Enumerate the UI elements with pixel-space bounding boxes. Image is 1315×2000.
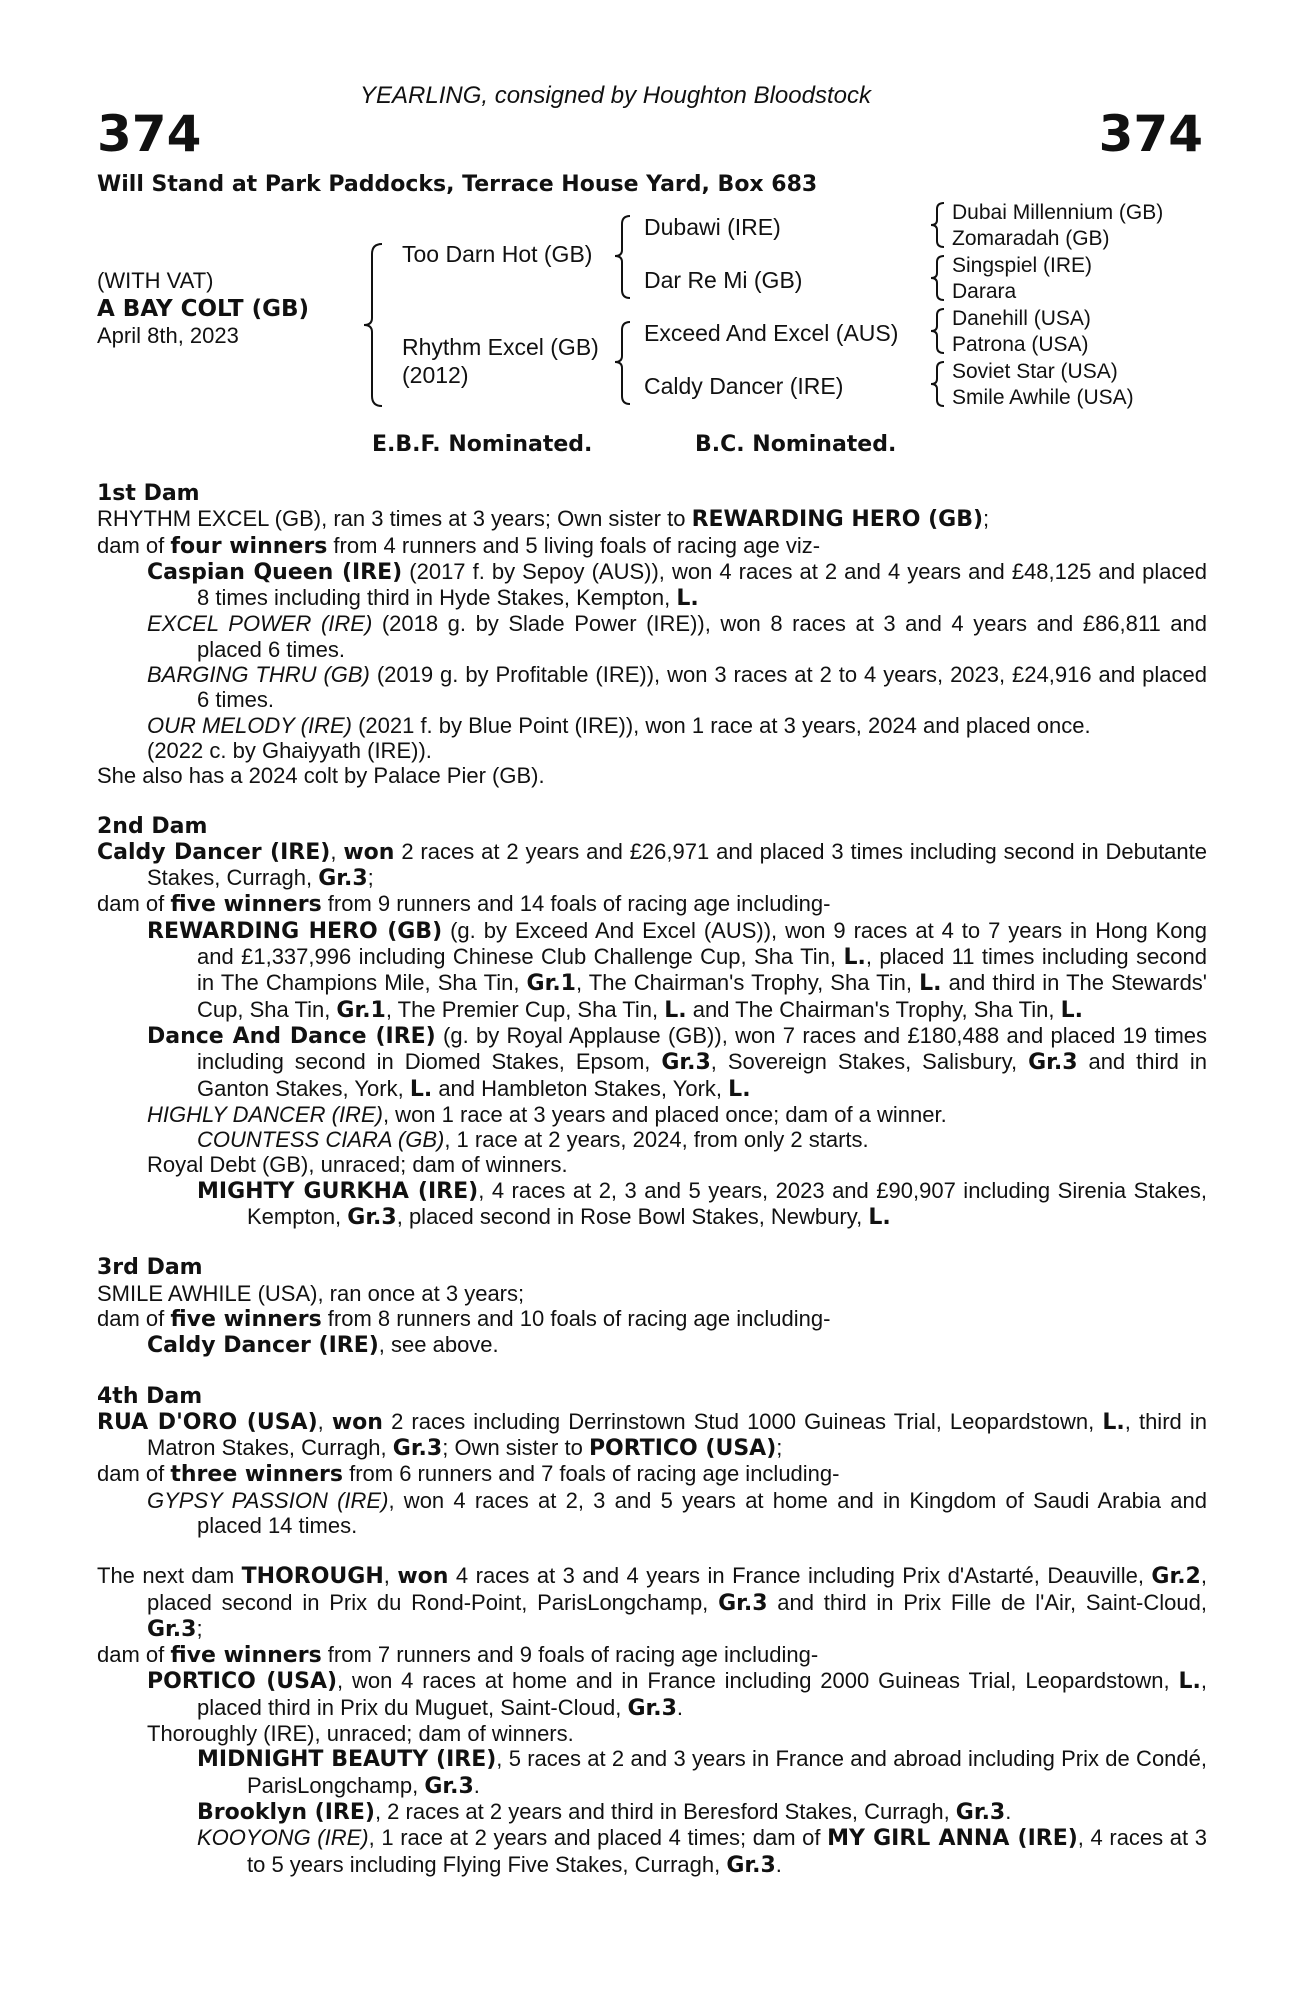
horse-name: A BAY COLT (GB) bbox=[97, 296, 310, 322]
vat-status: (WITH VAT) bbox=[97, 268, 214, 293]
ebf-nomination: E.B.F. Nominated. bbox=[372, 432, 593, 457]
ancestor-g3: Singspiel (IRE) bbox=[952, 254, 1093, 277]
stand-location: Will Stand at Park Paddocks, Terrace House Yard, Box 683 bbox=[97, 172, 818, 197]
g4-brace bbox=[928, 359, 948, 409]
first-dam-intro: RHYTHM EXCEL (GB), ran 3 times at 3 years; Own sister to REWARDING HERO (GB); bbox=[97, 506, 990, 533]
produce-caspian-queen: Caspian Queen (IRE) (2017 f. by Sepoy (AUS)), won 4 races at 2 and 4 years and £48,125 and placed 8 times including third in Hyde Stakes, Kempton, L. bbox=[147, 558, 1207, 612]
produce-2024-colt: She also has a 2024 colt by Palace Pier (GB). bbox=[97, 763, 545, 789]
grandproduce-mighty-gurkha: MIGHTY GURKHA (IRE), 4 races at 2, 3 and 5 years, 2023 and £90,907 including Sirenia Stakes, Kempton, Gr.3, placed second in Rose Bowl Stakes, Newbury, L. bbox=[197, 1177, 1207, 1231]
produce-barging-thru: BARGING THRU (GB) (2019 g. by Profitable (IRE)), won 3 races at 2 to 4 years, 2023, £24,916 and placed 6 times. bbox=[147, 662, 1207, 713]
produce-thoroughly: Thoroughly (IRE), unraced; dam of winners. bbox=[147, 1721, 574, 1747]
dam-brace bbox=[612, 318, 636, 408]
produce-dance-and-dance: Dance And Dance (IRE) (g. by Royal Applause (GB)), won 7 races and £180,488 and placed 19 times including second in Diomed Stakes, Epsom, Gr.3, Sovereign Stakes, Salisbury, Gr.3 and third in Ganton Stakes, York, L. and Hambleton Stakes, York, L. bbox=[147, 1022, 1208, 1102]
produce-our-melody: OUR MELODY (IRE) (2021 f. by Blue Point (IRE)), won 1 race at 3 years, 2024 and placed once. bbox=[147, 712, 1091, 738]
dam-year: (2012) bbox=[402, 362, 469, 388]
produce-royal-debt: Royal Debt (GB), unraced; dam of winners. bbox=[147, 1152, 568, 1178]
next-dam-intro: The next dam THOROUGH, won 4 races at 3 and 4 years in France including Prix d'Astarté, Deauville, Gr.2, placed second in Prix du Rond-Point, ParisLongchamp, Gr.3 and third in Prix Fille de l'Air, Saint-Cloud, Gr.3; bbox=[97, 1563, 1207, 1642]
ancestor-g2: Zomaradah (GB) bbox=[952, 227, 1110, 250]
dam-sire: Exceed And Excel (AUS) bbox=[644, 320, 899, 346]
produce-portico: PORTICO (USA), won 4 races at home and in France including 2000 Guineas Trial, Leopardstown, L., placed third in Prix du Muguet, Saint-Cloud, Gr.3. bbox=[147, 1668, 1207, 1721]
g3-brace bbox=[928, 306, 948, 356]
fourth-dam-heading: 4th Dam bbox=[97, 1383, 203, 1409]
dam-dam: Caldy Dancer (IRE) bbox=[644, 373, 844, 399]
ancestor-g1: Dubai Millennium (GB) bbox=[952, 201, 1164, 224]
ancestor-g7: Soviet Star (USA) bbox=[952, 360, 1118, 383]
g2-brace bbox=[928, 253, 948, 303]
main-brace bbox=[360, 240, 390, 410]
grandproduce-kooyong: KOOYONG (IRE), 1 race at 2 years and placed 4 times; dam of MY GIRL ANNA (IRE), 4 races at 3 to 5 years including Flying Five Stakes, Curragh, Gr.3. bbox=[197, 1825, 1207, 1878]
fourth-dam-intro: RUA D'ORO (USA), won 2 races including Derrinstown Stud 1000 Guineas Trial, Leopardstown, L., third in Matron Stakes, Curragh, Gr.3; Own sister to PORTICO (USA); bbox=[97, 1408, 1207, 1462]
produce-rewarding-hero: REWARDING HERO (GB) (g. by Exceed And Excel (AUS)), won 9 races at 4 to 7 years in Hong Kong and £1,337,996 including Chinese Club Challenge Cup, Sha Tin, L., placed 11 times including second in The Champions Mile, Sha Tin, Gr.1, The Chairman's Trophy, Sha Tin, L. and third in The Stewards' Cup, Sha Tin, Gr.1, The Premier Cup, Sha Tin, L. and The Chairman's Trophy, Sha Tin, L. bbox=[147, 917, 1208, 1023]
produce-2022-colt: (2022 c. by Ghaiyyath (IRE)). bbox=[147, 737, 432, 763]
produce-gypsy-passion: GYPSY PASSION (IRE), won 4 races at 2, 3 and 5 years at home and in Kingdom of Saudi Arabia and placed 14 times. bbox=[147, 1487, 1207, 1538]
ancestor-g4: Darara bbox=[952, 280, 1017, 303]
dam: Rhythm Excel (GB) bbox=[402, 334, 599, 360]
ancestor-g8: Smile Awhile (USA) bbox=[952, 386, 1134, 409]
first-dam-produce-summary: dam of four winners from 4 runners and 5 living foals of racing age viz- bbox=[97, 532, 821, 559]
horse-dob: April 8th, 2023 bbox=[97, 323, 239, 348]
lot-number-left: 374 bbox=[97, 105, 202, 163]
ancestor-g5: Danehill (USA) bbox=[952, 307, 1091, 330]
lot-number-right: 374 bbox=[1098, 105, 1203, 163]
first-dam-heading: 1st Dam bbox=[97, 481, 200, 506]
grandproduce-midnight-beauty: MIDNIGHT BEAUTY (IRE), 5 races at 2 and 3 years in France and abroad including Prix de Condé, ParisLongchamp, Gr.3. bbox=[197, 1746, 1207, 1799]
sire: Too Darn Hot (GB) bbox=[402, 241, 593, 267]
next-dam-produce-summary: dam of five winners from 7 runners and 9 foals of racing age including- bbox=[97, 1642, 819, 1669]
third-dam-heading: 3rd Dam bbox=[97, 1255, 203, 1281]
sire-brace bbox=[612, 212, 636, 302]
grandproduce-brooklyn: Brooklyn (IRE), 2 races at 2 years and third in Beresford Stakes, Curragh, Gr.3. bbox=[197, 1798, 1012, 1825]
fourth-dam-produce-summary: dam of three winners from 6 runners and 7 foals of racing age including- bbox=[97, 1461, 840, 1488]
second-dam-intro: Caldy Dancer (IRE), won 2 races at 2 years and £26,971 and placed 3 times including second in Debutante Stakes, Curragh, Gr.3; bbox=[97, 838, 1207, 892]
sire-sire: Dubawi (IRE) bbox=[644, 214, 781, 240]
grandproduce-countess-ciara: COUNTESS CIARA (GB), 1 race at 2 years, 2024, from only 2 starts. bbox=[197, 1127, 869, 1153]
produce-excel-power: EXCEL POWER (IRE) (2018 g. by Slade Power (IRE)), won 8 races at 3 and 4 years and £86,811 and placed 6 times. bbox=[147, 611, 1207, 662]
third-dam-produce-summary: dam of five winners from 8 runners and 10 foals of racing age including- bbox=[97, 1305, 831, 1332]
produce-highly-dancer: HIGHLY DANCER (IRE), won 1 race at 3 years and placed once; dam of a winner. bbox=[147, 1101, 947, 1127]
catalogue-body bbox=[97, 481, 1207, 1878]
sire-dam: Dar Re Mi (GB) bbox=[644, 267, 803, 293]
second-dam-produce-summary: dam of five winners from 9 runners and 14 foals of racing age including- bbox=[97, 891, 831, 918]
third-dam-intro: SMILE AWHILE (USA), ran once at 3 years; bbox=[97, 1280, 525, 1306]
produce-caldy-dancer: Caldy Dancer (IRE), see above. bbox=[147, 1332, 499, 1359]
g1-brace bbox=[928, 200, 948, 250]
consignment-line: YEARLING, consigned by Houghton Bloodstock bbox=[360, 82, 871, 109]
bc-nomination: B.C. Nominated. bbox=[695, 432, 897, 457]
ancestor-g6: Patrona (USA) bbox=[952, 333, 1089, 356]
second-dam-heading: 2nd Dam bbox=[97, 813, 208, 839]
